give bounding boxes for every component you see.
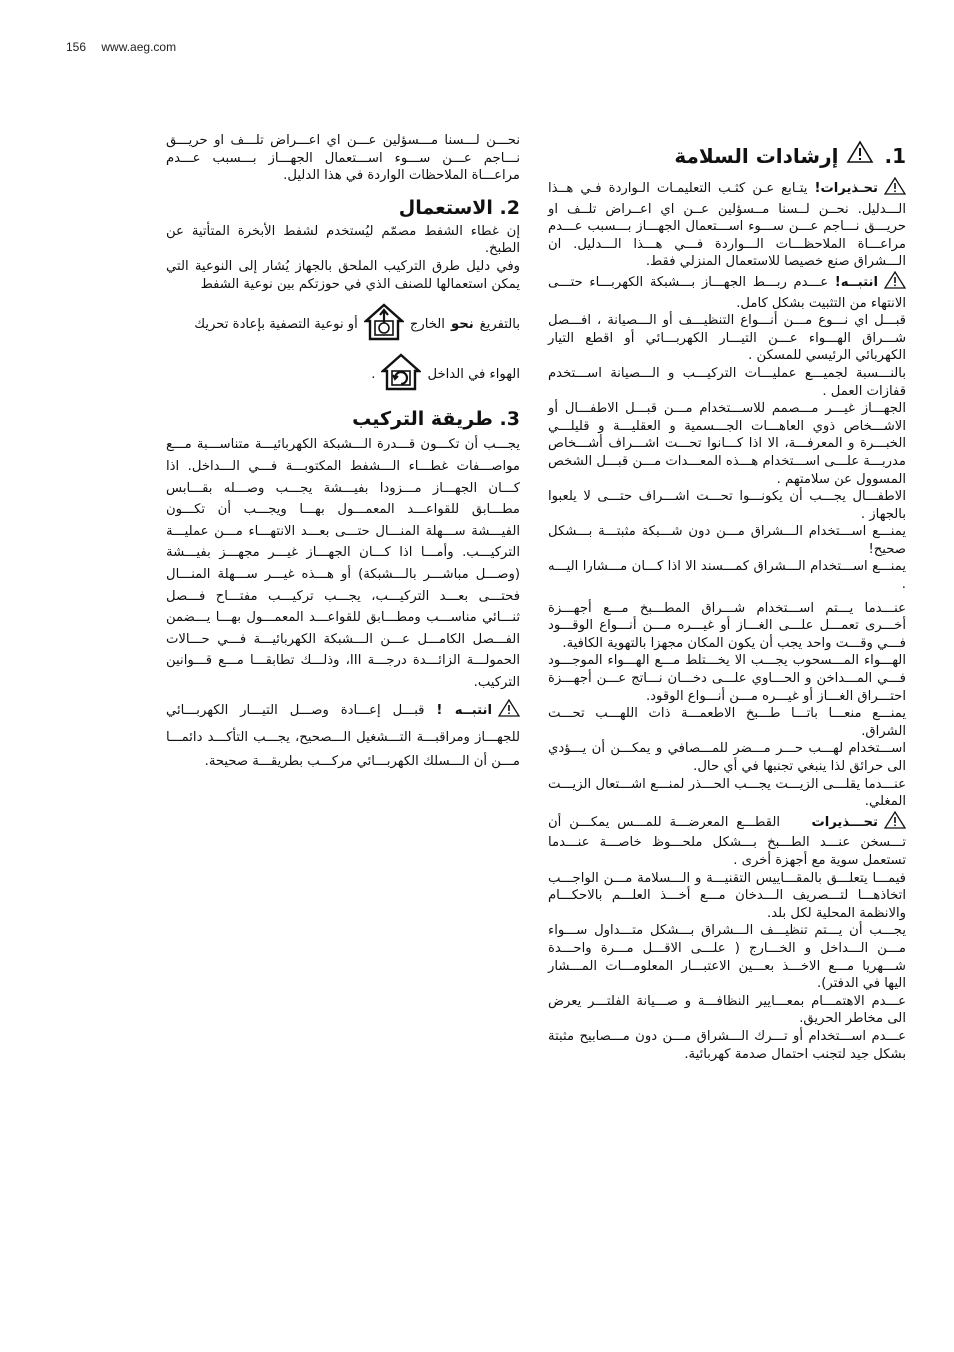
warning-paragraph-2 [548, 811, 906, 870]
warning-label: تحـــذيرات [811, 814, 878, 830]
safety-paragraph: الجهـــاز غيـــر مـــصمم للاســـتخدام مـــن قبـــل الاطفـــال أو الاشـــخاص ذوي العاهـــات الجـــسمية و العقليـــة و قليلـــي الخبـــرة و المعرفـــة، الا اذا كـــانوا تحـــت اشـــراف أشـــخاص مدربـــة علـــى اســـتخدام هـــذه المعـــدات مـــن قبـــل الشخص المسوول عن سلامتهم . [548, 401, 906, 487]
extraction-mode-text-bold: نحو [450, 317, 474, 333]
warning-triangle-icon [884, 811, 906, 835]
extraction-row [166, 303, 520, 347]
recirculation-air-text: الهواء في الداخل [427, 366, 520, 382]
section-3-title: طريقة التركيب [352, 408, 493, 431]
intro-paragraph: نحـــن لـــسنا مـــسؤلين عـــن اي اعـــراض تلـــف او حريـــق نـــاجم عـــن ســـوء اســـتعمال الجهـــاز بـــسبب عـــدم مراعـــاة الملاحظات الواردة في هذا الدليل. [166, 133, 520, 184]
usage-installation-column [166, 132, 520, 774]
extraction-mode-text-a: بالتفريغ [479, 317, 520, 333]
safety-column [548, 140, 906, 1063]
recirculation-mode-text: أو نوعية التصفية بإعادة تحريك [194, 317, 358, 333]
caution-paragraph-2: قبـــل اي نـــوع مـــن أنـــواع التنظيـــف أو الـــصيانة ، افـــصل شـــراق الهـــواء عـــن التيـــار الكهربـــائي أو اقطع التيار الكهربائي الرئيسي للمسكن . [548, 313, 906, 364]
installation-warning-label: انتبــه ! [436, 703, 492, 719]
caution-text: عـــدم ربـــط الجهـــاز بـــشبكة الكهربـــاء حتـــى الانتهاء من التثبيت بشكل كامل. [548, 274, 906, 311]
section-3-heading [166, 406, 520, 432]
caution-label: انتبــه! [834, 274, 878, 290]
warning-text: يتـابع عـن كثـب التعليمـات الـواردة فـي هــذا الـــدليل. نحــن لــسنا مــسؤلين عــن اي اعــراض تلــف او حريـــق نـــاجم عـــن ســـوء اســـتعمال الجهـــاز بـــسبب عـــدم مراعـــاة الملاحظـــات الـــواردة فـــي هـــذا الـــدليل. ان الـــشراق صنع خصيصا للاستعمال المنزلي فقط. [548, 181, 906, 270]
hood-mode-logos [166, 303, 520, 396]
hood-recirculation-icon [381, 353, 421, 397]
website-url: www.aeg.com [101, 40, 177, 54]
page-number: 156 [66, 40, 87, 54]
warning-label: تحـذيرات! [814, 181, 878, 196]
extraction-mode-text-b: الخارج [409, 317, 445, 333]
safety-paragraph: يمنـــع منعـــا باتـــا طـــبخ الاطعمـــة ذات اللهـــب تحـــت الشراق. [548, 706, 906, 739]
warning-triangle-icon [498, 699, 520, 726]
safety-paragraph: يمنـــع اســـتخدام الـــشراق كمـــسند الا اذا كـــان مـــشارا اليـــه . [548, 559, 906, 593]
hood-extraction-icon [364, 303, 404, 347]
safety-paragraph: فيمـــا يتعلـــق بالمقـــاييس التقنيـــة و الـــسلامة مـــن الواجـــب اتخاذهـــا لتـــصريف الـــدخان مـــع أخـــذ العلـــم بالاحكـــام والانظمة المحلية لكل بلد. [548, 870, 906, 921]
safety-paragraph: يمنـــع اســـتخدام الـــشراق مـــن دون شـــبكة مثبتـــة بـــشكل صحيح! [548, 524, 906, 557]
section-2-title: الاستعمال [398, 196, 493, 219]
section-2-number: 2. [499, 196, 520, 219]
warning-triangle-icon [846, 140, 874, 171]
warning-triangle-icon [884, 177, 906, 201]
safety-paragraph: عنـــدما يقلـــى الزيـــت يجـــب الحـــذر لمنـــع اشـــتعال الزيـــت المغلي. [548, 776, 906, 810]
safety-paragraph: عـــدم الاهتمـــام بمعـــايير النظافـــة و صـــيانة الفلتـــر يعرض الى مخاطر الحريق. [548, 993, 906, 1027]
installation-paragraph: يجـــب أن تكـــون قـــدرة الـــشبكة الكهربائيـــة متناســـبة مـــع مواصـــفات غطـــاء الـــشفط المكتوبـــة فـــي الـــداخل. اذا كـــان الجهـــاز مـــزودا بفيـــشة يجـــب وصـــله بقـــابس مطـــابق للقواعـــد المعمـــول بهـــا ويجـــب أن تكـــون الفيـــشة ســـهلة المنـــال حتـــى بعـــد الانتهـــاء مـــن عمليـــة التركيـــب. وأمـــا اذا كـــان الجهـــاز غيـــر مجهـــز بفيـــشة (وصـــل مباشـــر بالـــشبكة) أو هـــذه غيـــر ســـهلة المنـــال فحتـــى بعـــد التركيـــب، يجـــب تركيـــب مفتـــاح فـــصل ثنـــائي مناســـب ومطـــابق للقواعـــد المعمـــول بهـــا يـــضمن الفـــصل الكامـــل عـــن الـــشبكة الكهربائيـــة فـــي حـــالات الحمولـــة الزائـــدة درجـــة III، وذلـــك تطابقـــا مـــع قـــوانين التركيب. [166, 437, 520, 690]
safety-paragraph: عنـــدما يـــتم اســـتخدام شـــراق المطـــبخ مـــع أجهـــزة أخـــرى تعمـــل علـــى الغـــاز أو غيـــره مـــن أنـــواع الوقـــود فـــي وقـــت واحد يجب أن يكون المكان مجهزا بالتهوية الكافية. [548, 600, 906, 651]
safety-paragraph: يجـــب أن يـــتم تنظيـــف الـــشراق بـــشكل متـــداول ســـواء مـــن الـــداخل و الخـــارج ( علـــى الاقـــل مـــرة واحـــدة شـــهريا مـــع الاخـــذ بعـــين الاعتبـــار المعلومـــات المـــشار اليها في الدفتر). [548, 923, 906, 992]
caution-paragraph-1 [548, 271, 906, 312]
warning-text: القطـــع المعرضـــة للمـــس يمكـــن أن تـــسخن عنـــد الطـــبخ بـــشكل ملحـــوظ خاصـــة عنـــدما تستعمل سوية مع أجهزة أخرى . [548, 814, 906, 868]
warning-paragraph-1 [548, 177, 906, 271]
safety-paragraph: بالنـــسبة لجميـــع عمليـــات التركيـــب و الـــصيانة اســـتخدم قفازات العمل . [548, 365, 906, 399]
installation-warning-text: قبـــل إعـــادة وصـــل التيـــار الكهربـــائي للجهـــاز ومراقبـــة التـــشغيل الـــصحيح، يجـــب التأكـــد دائمـــا مـــن أن الـــسلك الكهربـــائي مركـــب بطريقـــة صحيحة. [166, 703, 520, 770]
warning-triangle-icon [884, 271, 906, 295]
section-3-number: 3. [499, 408, 520, 431]
section-1-title: إرشادات السلامة [674, 143, 839, 168]
page-header [66, 40, 188, 54]
section-1-heading [548, 140, 906, 171]
usage-paragraph-1: إن غطاء الشفط مصمّم ليُستخدم لشفط الأبخرة المتأتية عن الطبخ. [166, 223, 520, 257]
section-1-number: 1. [884, 143, 906, 168]
safety-paragraph: الهـــواء المـــسحوب يجـــب الا يخـــتلط مـــع الهـــواء الموجـــود فـــي المـــداخن و الحـــاوي علـــى دخـــان نـــاتج عـــن أجهـــزة احتـــراق الغـــاز أو غيـــره مـــن أنـــواع الوقود. [548, 653, 906, 704]
usage-paragraph-2: وفي دليل طرق التركيب الملحق بالجهاز يُشار إلى النوعية التي يمكن استعمالها للصنف الذي في حوزتكم بين نوعية الشفط [166, 258, 520, 292]
section-2-heading [166, 195, 520, 221]
recirculation-dot: . [371, 366, 376, 382]
safety-paragraph: عـــدم اســـتخدام أو تـــرك الـــشراق مـــن دون مـــصابيح مثبتة بشكل جيد لتجنب احتمال صدمة كهربائية. [548, 1028, 906, 1062]
recirculation-row [166, 353, 520, 397]
installation-warning [166, 699, 520, 774]
safety-paragraph: اســـتخدام لهـــب حـــر مـــضر للمـــصافي و يمكـــن أن يـــؤدي الى حرائق لذا ينبغي تجنبها في أي حال. [548, 741, 906, 774]
safety-paragraph: الاطفـــال يجـــب أن يكونـــوا تحـــت اشـــراف حتـــى لا يلعبوا بالجهاز . [548, 489, 906, 522]
